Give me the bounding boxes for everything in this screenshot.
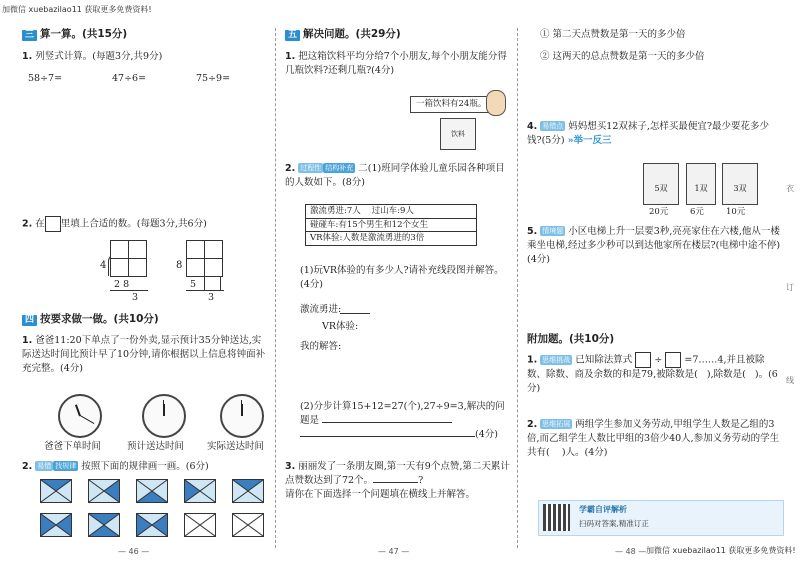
qr-panel: 学霸自评解析 扫码对答案,精准订正 — [538, 500, 784, 536]
section-5-title: 五 解决问题。(共29分) — [285, 28, 401, 41]
calc-1: 58÷7= — [28, 73, 63, 84]
question-5-2-2: (2)分步计算15+12=27(个),27÷9=3,解决的问题是 (4分) — [300, 401, 505, 440]
calc-2: 47÷6= — [112, 73, 147, 84]
qr-code-icon[interactable] — [543, 504, 570, 531]
sock-price: 20元 — [649, 207, 669, 217]
watermark-top: 加微信 xuebazilao11 获取更多免费资料! — [2, 5, 152, 14]
watermark-bottom: 加微信 xuebazilao11 获取更多免费资料! — [646, 546, 796, 555]
sock-pack-icon: 5双 — [643, 163, 679, 205]
question-5: 5. 情境题 小区电梯上升一层要3秒,亮亮家住在六楼,他从一楼乘坐电梯,经过多少秒可以到达他家所在楼层?(电梯中途不停)(4分) — [527, 226, 781, 265]
child-icon — [486, 90, 506, 116]
question-5-2: 2. 过程性 结构补充 二(1)班同学体验儿童乐园各种项目的人数如下。(8分) — [285, 163, 505, 188]
option-2: ② 这两天的总点赞数是第一天的多少倍 — [540, 51, 705, 62]
answer-box-icon — [635, 352, 651, 368]
segment-line — [340, 313, 370, 314]
clock-label: 预计送达时间 — [127, 441, 185, 452]
question-4: 4. 易错点 妈妈想买12双袜子,怎样买最便宜?最少要花多少钱?(5分) »举一反三 — [527, 121, 769, 146]
extra-question-2: 2. 思维拓展 两组学生参加义务劳动,甲组学生人数是乙组的3倍,而乙组学生人数比甲组的3倍少40人,参加义务劳动的学生共有( )人。(4分) — [527, 419, 780, 458]
question-5-3: 3. 丽丽发了一条朋友圈,第一天有9个点赞,第二天累计点赞数达到了72个。 ? 请你在下面选择一个问题填在横线上并解答。 — [285, 461, 510, 500]
question-2: 2. 在 里填上合适的数。(每题3分,共6分) — [22, 216, 272, 232]
option-1: ① 第二天点赞数是第一天的多少倍 — [540, 29, 686, 40]
clock-icon — [142, 394, 186, 438]
question-4-2: 2. 易错 找规律 按照下面的规律画一画。(6分) — [22, 461, 209, 472]
segment-label-1: 激流勇进: — [300, 304, 342, 315]
clock-icon — [220, 394, 264, 438]
question-5-2-1: (1)玩VR体验的有多少人?请补充线段图并解答。(4分) — [300, 265, 504, 290]
clock-label: 实际送达时间 — [207, 441, 265, 452]
page-number-right: — 48 — — [615, 547, 647, 556]
answer-box-icon — [665, 352, 681, 368]
sock-price: 10元 — [726, 207, 746, 217]
clock-icon — [58, 394, 102, 438]
speech-bubble: 一箱饮料有24瓶。 — [410, 96, 492, 113]
column-divider — [275, 28, 276, 548]
info-table: 激流勇进:7人 过山车:9人 碰碰车:有15个男生和12个女生 VR体验:人数是激流勇进的3倍 — [305, 204, 477, 246]
question-5-1: 1. 把这箱饮料平均分给7个小朋友,每个小朋友能分得几瓶饮料?还剩几瓶?(4分) — [285, 51, 507, 76]
pattern-grid — [40, 479, 270, 539]
extra-question-1: 1. 思维挑战 已知除法算式 ÷ =7……4,并且被除数、除数、商及余数的和是79,被除数是( ),除数是( )。(6分) — [527, 352, 782, 396]
sock-pack-icon: 3双 — [722, 163, 758, 205]
sock-price: 6元 — [690, 207, 704, 217]
question-1: 1. 列竖式计算。(每题3分,共9分) — [22, 51, 163, 62]
column-divider — [517, 28, 518, 548]
answer-label: 我的解答: — [300, 341, 342, 352]
question-4-1: 1. 爸爸11:20下单点了一份外卖,显示预计35分钟送达,实际送达时间比预计早了10分钟,请你根据以上信息将钟面补充完整。(4分) — [22, 335, 266, 374]
section-4-title: 四 按要求做一做。(共10分) — [22, 313, 159, 326]
sock-pack-icon: 1双 — [686, 163, 716, 205]
division-diagram-2: 8 5 3 — [168, 240, 248, 305]
drink-box-icon: 饮料 — [440, 118, 476, 150]
division-diagram-1: 4 2 8 3 — [92, 240, 172, 305]
extra-title: 附加题。(共10分) — [527, 333, 615, 345]
segment-label-2: VR体验: — [322, 321, 359, 332]
calc-3: 75÷9= — [196, 73, 231, 84]
binding-mark: 订 — [786, 283, 794, 292]
page-number-left: — 46 — — [118, 547, 150, 556]
section-3-title: 三 算一算。(共15分) — [22, 28, 127, 41]
binding-mark: 衣 — [786, 184, 794, 193]
clock-label: 爸爸下单时间 — [44, 441, 102, 452]
page-number-middle: — 47 — — [378, 547, 410, 556]
binding-mark: 线 — [786, 376, 794, 385]
answer-box-icon — [45, 216, 61, 232]
